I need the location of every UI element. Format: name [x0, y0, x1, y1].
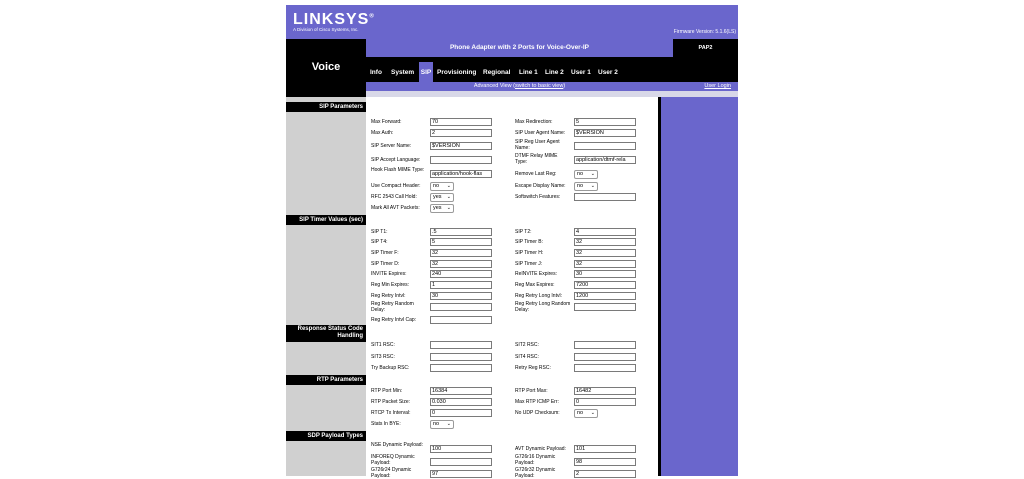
reg-retry-random-delay-label: Reg Retry Random Delay: — [371, 301, 414, 313]
reg-retry-intvl-input[interactable]: 30 — [430, 292, 492, 300]
rtp-port-max-input[interactable]: 16482 — [574, 387, 636, 395]
reg-retry-long-random-delay-input[interactable] — [574, 303, 636, 311]
logo-text: LINKSYS — [293, 11, 370, 28]
page-wrapper — [286, 5, 738, 479]
sit2-rsc-input[interactable] — [574, 341, 636, 349]
view-prefix: Advanced View ( — [473, 83, 516, 89]
chevron-down-icon: ⌄ — [590, 183, 595, 189]
sip-t4-input[interactable]: 5 — [430, 238, 492, 246]
reg-retry-long-random-delay-label: Reg Retry Long Random Delay: — [515, 301, 571, 313]
max-forward-label: Max Forward: — [371, 119, 402, 125]
softswitch-features-label: Softswitch Features: — [515, 194, 561, 200]
section-rtp-parameters: RTP Parameters — [286, 375, 366, 385]
sip-timer-h-input[interactable]: 32 — [574, 249, 636, 257]
sip-timer-f-label: SIP Timer F: — [371, 250, 399, 256]
tab-user-1[interactable]: User 1 — [571, 69, 591, 76]
escape-display-name-select[interactable] — [574, 182, 598, 191]
softswitch-features-input[interactable] — [574, 193, 636, 201]
view-suffix: ) — [563, 83, 566, 89]
rtp-packet-size-label: RTP Packet Size: — [371, 399, 410, 405]
sip-timer-d-input[interactable]: 32 — [430, 260, 492, 268]
tab-line-1[interactable]: Line 1 — [519, 69, 538, 76]
avt-dynamic-payload-input[interactable]: 101 — [574, 445, 636, 453]
sip-accept-language-input[interactable] — [430, 156, 492, 164]
tab-regional[interactable]: Regional — [483, 69, 511, 76]
chevron-down-icon: ⌄ — [446, 183, 451, 189]
sit4-rsc-label: SIT4 RSC: — [515, 354, 539, 360]
g726r32-dynamic-payload-input[interactable]: 2 — [574, 470, 636, 478]
reg-max-expires-label: Reg Max Expires: — [515, 282, 555, 288]
tab-line-2[interactable]: Line 2 — [545, 69, 564, 76]
g726r32-dynamic-payload-label: G726r32 Dynamic Payload: — [515, 467, 556, 479]
no-udp-checksum-label: No UDP Checksum: — [515, 410, 560, 416]
chevron-down-icon: ⌄ — [446, 205, 451, 211]
rtp-packet-size-input[interactable]: 0.030 — [430, 398, 492, 406]
chevron-down-icon: ⌄ — [590, 171, 595, 177]
use-compact-header-label: Use Compact Header: — [371, 183, 421, 189]
header-banner — [286, 5, 738, 39]
rfc2543-call-hold-select[interactable] — [430, 193, 454, 202]
rfc2543-call-hold-value: yes — [433, 194, 442, 200]
dtmf-relay-mime-input[interactable]: application/dtmf-rela — [574, 156, 636, 164]
section-sdp-payload-types: SDP Payload Types — [286, 431, 366, 441]
avt-dynamic-payload-label: AVT Dynamic Payload: — [515, 446, 566, 452]
g726r16-dynamic-payload-input[interactable]: 98 — [574, 458, 636, 466]
g726r24-dynamic-payload-label: G726r24 Dynamic Payload: — [371, 467, 412, 479]
rtcp-tx-interval-input[interactable]: 0 — [430, 409, 492, 417]
logo-subtitle: A Division of Cisco Systems, Inc. — [293, 27, 359, 32]
retry-reg-rsc-label: Retry Reg RSC: — [515, 365, 551, 371]
reg-min-expires-input[interactable]: 1 — [430, 281, 492, 289]
sit1-rsc-input[interactable] — [430, 341, 492, 349]
sit2-rsc-label: SIT2 RSC: — [515, 342, 539, 348]
view-mode — [366, 82, 673, 91]
no-udp-checksum-select[interactable] — [574, 409, 598, 418]
hook-flash-mime-input[interactable]: application/hook-flas — [430, 170, 492, 178]
no-udp-checksum-value: no — [577, 410, 584, 416]
tab-system[interactable]: System — [391, 69, 415, 76]
try-backup-rsc-label: Try Backup RSC: — [371, 365, 410, 371]
page-title: Phone Adapter with 2 Ports for Voice-Over-IP — [366, 39, 673, 57]
chevron-down-icon: ⌄ — [590, 410, 595, 416]
reg-retry-intvl-cap-input[interactable] — [430, 316, 492, 324]
switch-basic-view-link[interactable]: switch to basic view — [515, 83, 564, 89]
reg-min-expires-label: Reg Min Expires: — [371, 282, 410, 288]
remove-last-reg-value: no — [577, 171, 584, 177]
sip-reg-user-agent-name-input[interactable] — [574, 142, 636, 150]
reg-retry-random-delay-input[interactable] — [430, 303, 492, 311]
sip-user-agent-name-label: SIP User Agent Name: — [515, 130, 566, 136]
nse-dynamic-payload-input[interactable]: 100 — [430, 445, 492, 453]
max-forward-input[interactable]: 70 — [430, 118, 492, 126]
sit3-rsc-input[interactable] — [430, 353, 492, 361]
firmware-version: Firmware Version: 5.1.6(LS) — [673, 29, 736, 35]
reg-max-expires-input[interactable]: 7200 — [574, 281, 636, 289]
sip-t2-label: SIP T2: — [515, 229, 532, 235]
sit4-rsc-input[interactable] — [574, 353, 636, 361]
tab-user-2[interactable]: User 2 — [598, 69, 618, 76]
mark-all-avt-label: Mark All AVT Packets: — [371, 205, 420, 211]
sip-timer-d-label: SIP Timer D: — [371, 261, 400, 267]
sip-server-name-label: SIP Server Name: — [371, 143, 412, 149]
section-sip-parameters: SIP Parameters — [286, 102, 366, 112]
reg-retry-long-intvl-input[interactable]: 1200 — [574, 292, 636, 300]
tab-info[interactable]: Info — [370, 69, 382, 76]
user-login-link[interactable]: User Login — [704, 83, 731, 89]
use-compact-header-select[interactable] — [430, 182, 454, 191]
chevron-down-icon: ⌄ — [446, 194, 451, 200]
sip-t2-input[interactable]: 4 — [574, 228, 636, 236]
dtmf-relay-mime-label: DTMF Relay MIME Type: — [515, 153, 558, 165]
sip-user-agent-name-input[interactable]: $VERSION — [574, 129, 636, 137]
sip-accept-language-label: SIP Accept Language: — [371, 157, 421, 163]
remove-last-reg-label: Remove Last Reg: — [515, 171, 557, 177]
reinvite-expires-input[interactable]: 30 — [574, 270, 636, 278]
remove-last-reg-select[interactable] — [574, 170, 598, 179]
hook-flash-mime-label: Hook Flash MIME Type: — [371, 167, 425, 173]
inforeq-dynamic-payload-input[interactable] — [430, 458, 492, 466]
max-auth-label: Max Auth: — [371, 130, 394, 136]
tab-provisioning[interactable]: Provisioning — [437, 69, 477, 76]
g726r16-dynamic-payload-label: G726r16 Dynamic Payload: — [515, 454, 556, 466]
sip-timer-b-input[interactable]: 32 — [574, 238, 636, 246]
right-panel — [658, 97, 738, 476]
mark-all-avt-value: yes — [433, 205, 442, 211]
max-rtp-icmp-err-label: Max RTP ICMP Err: — [515, 399, 559, 405]
inforeq-dynamic-payload-label: INFOREQ Dynamic Payload: — [371, 454, 415, 466]
sit1-rsc-label: SIT1 RSC: — [371, 342, 395, 348]
settings-form — [286, 97, 658, 479]
stats-in-bye-value: no — [433, 421, 440, 427]
logo-reg-mark: ® — [369, 13, 375, 20]
reg-retry-intvl-cap-label: Reg Retry Intvl Cap: — [371, 317, 417, 323]
section-sidebar — [286, 97, 366, 476]
sip-t1-input[interactable]: .5 — [430, 228, 492, 236]
model-name: PAP2 — [673, 39, 738, 57]
escape-display-name-value: no — [577, 183, 584, 189]
invite-expires-label: INVITE Expires: — [371, 271, 407, 277]
stats-in-bye-label: Stats In BYE: — [371, 421, 401, 427]
reg-retry-intvl-label: Reg Retry Intvl: — [371, 293, 406, 299]
nse-dynamic-payload-label: NSE Dynamic Payload: — [371, 442, 423, 448]
sip-t4-label: SIP T4: — [371, 239, 388, 245]
retry-reg-rsc-input[interactable] — [574, 364, 636, 372]
max-redirection-input[interactable]: 5 — [574, 118, 636, 126]
rtp-port-min-label: RTP Port Min: — [371, 388, 403, 394]
reinvite-expires-label: ReINVITE Expires: — [515, 271, 557, 277]
sip-timer-j-label: SIP Timer J: — [515, 261, 543, 267]
invite-expires-input[interactable]: 240 — [430, 270, 492, 278]
max-redirection-label: Max Redirection: — [515, 119, 553, 125]
sip-timer-h-label: SIP Timer H: — [515, 250, 544, 256]
sip-reg-user-agent-name-label: SIP Reg User Agent Name: — [515, 139, 560, 151]
g726r24-dynamic-payload-input[interactable]: 97 — [430, 470, 492, 478]
sip-timer-f-input[interactable]: 32 — [430, 249, 492, 257]
rtp-port-max-label: RTP Port Max: — [515, 388, 548, 394]
use-compact-header-value: no — [433, 183, 440, 189]
mark-all-avt-select[interactable] — [430, 204, 454, 213]
escape-display-name-label: Escape Display Name: — [515, 183, 566, 189]
sip-timer-j-input[interactable]: 32 — [574, 260, 636, 268]
rtcp-tx-interval-label: RTCP Tx Interval: — [371, 410, 411, 416]
try-backup-rsc-input[interactable] — [430, 364, 492, 372]
sip-timer-b-label: SIP Timer B: — [515, 239, 543, 245]
rfc2543-call-hold-label: RFC 2543 Call Hold: — [371, 194, 417, 200]
stats-in-bye-select[interactable] — [430, 420, 454, 429]
reg-retry-long-intvl-label: Reg Retry Long Intvl: — [515, 293, 562, 299]
max-rtp-icmp-err-input[interactable]: 0 — [574, 398, 636, 406]
tab-bar — [366, 62, 738, 82]
sit3-rsc-label: SIT3 RSC: — [371, 354, 395, 360]
page-section-title: Voice — [311, 61, 341, 73]
tab-sip[interactable]: SIP — [419, 62, 433, 82]
section-response-status-code: Response Status Code Handling — [286, 325, 366, 342]
max-auth-input[interactable]: 2 — [430, 129, 492, 137]
chevron-down-icon: ⌄ — [446, 421, 451, 427]
sip-t1-label: SIP T1: — [371, 229, 388, 235]
section-sip-timer-values: SIP Timer Values (sec) — [286, 215, 366, 225]
sip-server-name-input[interactable]: $VERSION — [430, 142, 492, 150]
rtp-port-min-input[interactable]: 16384 — [430, 387, 492, 395]
